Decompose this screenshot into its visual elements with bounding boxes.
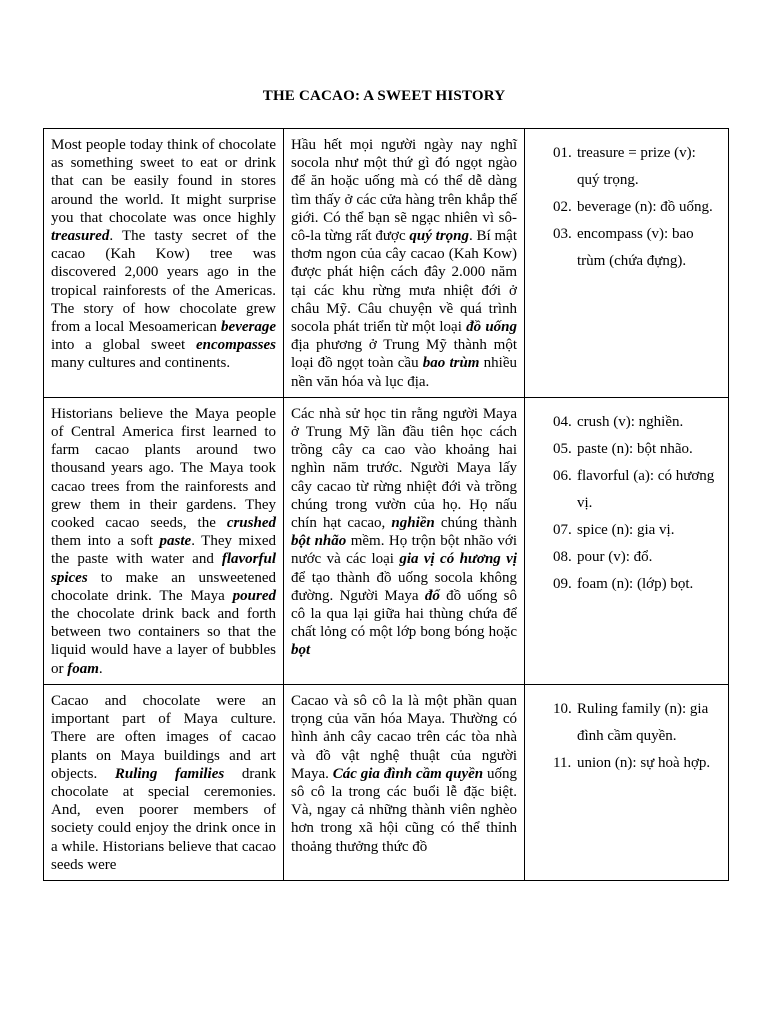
vocab-definition: foam (n): (lớp) bọt. (577, 575, 694, 592)
vocab-item (532, 696, 721, 750)
passage-text: Historians believe the Maya people of Central America first learned to farm cacao plants around two thousand years ago. The Maya took cacao trees from the rainforests and grew them in their gardens. They cooked cacao seeds, the (51, 405, 276, 532)
vocab-number: 02. (553, 199, 572, 215)
vocab-number: 07. (553, 521, 572, 538)
passage-text: . They mixed the paste with water and (51, 533, 276, 568)
passage-text: the chocolate drink back and forth between two containers so that the liquid would have a layer of bubbles or (51, 606, 276, 677)
vocab-definition: spice (n): gia vị. (577, 521, 675, 538)
emphasized-term: đồ uống (466, 319, 517, 336)
passage-text: Các nhà sử học tin rằng người Maya ở Trung Mỹ lần đầu tiên học cách trồng cây ca cao vào khoảng hai nghìn năm trước. Người Maya lấy cây cacao từ rừng nhiệt đới và trồng chúng trong vườn của họ. Họ nấu chín hạt cacao, (291, 405, 517, 532)
emphasized-term: bọt (291, 642, 311, 659)
passage-text: to make an unsweetened chocolate drink. The Maya (51, 569, 276, 604)
vocab-item (532, 409, 721, 436)
vocabulary-list (532, 136, 721, 275)
passage-text: chúng thành (434, 515, 517, 532)
emphasized-term: quý trọng (409, 228, 470, 245)
emphasized-term: bột nhão (291, 533, 347, 550)
passage-text: uống sô cô la trong các buổi lễ đặc biệt. Và, ngay cả những thành viên nghèo hơn trong xã hội cũng có thể thỉnh thoảng thưởng thức đồ (291, 765, 517, 855)
english-passage (44, 129, 284, 398)
english-passage (44, 397, 284, 684)
vocabulary-cell (525, 684, 729, 880)
emphasized-term: flavorful spices (51, 551, 276, 586)
emphasized-term: encompasses (196, 337, 276, 354)
vocab-item (532, 194, 721, 221)
passage-text: them into a soft (51, 533, 160, 550)
passage-text: Cacao và sô cô la là một phần quan trọng của văn hóa Maya. Thường có hình ảnh cây cacao trên các tòa nhà và đồ vật nghệ thuật của người Maya. (291, 692, 517, 782)
passage-text: để tạo thành đồ uống socola không đường. Người Maya (291, 569, 517, 604)
emphasized-term: beverage (221, 319, 276, 336)
english-passage-text (51, 692, 276, 874)
vocab-definition: union (n): sự hoà hợp. (577, 754, 711, 771)
emphasized-term: Các gia đình cầm quyền (332, 765, 484, 782)
vocab-item (532, 436, 721, 463)
vocab-definition: Ruling family (n): gia đình cầm quyền. (577, 700, 709, 744)
passage-text: mềm. Họ trộn bột nhão với nước và các loại (291, 533, 517, 568)
vietnamese-translation-text (291, 692, 517, 874)
passage-text: drank chocolate at special ceremonies. And, even poorer members of society could enjoy the drink once in a while. Historians believe that cacao seeds were (51, 765, 276, 873)
emphasized-term: foam (67, 660, 99, 677)
vocab-item (532, 463, 721, 517)
passage-text: Hầu hết mọi người ngày nay nghĩ socola như một thứ gì đó ngọt ngào để ăn hoặc uống mà có thể dễ dàng tìm thấy ở các cửa hàng trên khắp thế giới. Có thể bạn sẽ ngạc nhiên vì sô-cô-la từng rất được (291, 137, 517, 245)
vietnamese-translation (284, 397, 525, 684)
vocab-definition: treasure = prize (v): quý trọng. (577, 145, 696, 188)
vietnamese-translation (284, 684, 525, 880)
vocab-number: 05. (553, 440, 572, 457)
vocab-number: 09. (553, 575, 572, 592)
emphasized-term: crushed (226, 515, 276, 532)
vocab-definition: crush (v): nghiền. (577, 413, 684, 430)
passage-text: đồ uống sô cô la qua lại giữa hai thùng chứa để chất lỏng có một lớp bong bóng hoặc (291, 587, 517, 641)
vocab-number: 10. (553, 700, 572, 717)
vocab-number: 04. (553, 413, 572, 430)
vocabulary-list (532, 692, 721, 777)
passage-text: Cacao and chocolate were an important part of Maya culture. There are often images of cacao plants on Maya buildings and art objects. (51, 692, 276, 782)
emphasized-term: đổ (424, 587, 440, 604)
vocabulary-list (532, 405, 721, 598)
vocab-number: 08. (553, 548, 572, 565)
vietnamese-translation (284, 129, 525, 398)
emphasized-term: gia vị có hương vị (399, 551, 518, 568)
vocab-definition: pour (v): đổ. (577, 548, 653, 565)
vocab-definition: flavorful (a): có hương vị. (577, 467, 715, 511)
vocab-item (532, 221, 721, 275)
vocab-number: 11. (553, 754, 572, 771)
vocabulary-cell (525, 129, 729, 398)
vocab-item (532, 571, 721, 598)
vocabulary-cell (525, 397, 729, 684)
vocab-item (532, 140, 721, 194)
table-row (44, 684, 729, 880)
vocab-item (532, 544, 721, 571)
emphasized-term: poured (232, 587, 276, 604)
vocab-number: 03. (553, 226, 572, 242)
passage-text: many cultures and continents. (51, 355, 231, 372)
passage-text: into a global sweet (51, 337, 196, 354)
passage-text: . Bí mật thơm ngon của cây cacao (Kah Kow) được phát hiện cách đây 2.000 năm tại các khu rừng mưa nhiệt đới ở châu Mỹ. Câu chuyện về quá trình socola phát triển từ một loại (291, 228, 517, 336)
emphasized-term: nghiền (391, 515, 435, 532)
passage-text: nhiều nền văn hóa và lục địa. (291, 355, 518, 390)
vocab-number: 06. (553, 467, 572, 484)
passage-text: . (98, 660, 103, 677)
page-title: THE CACAO: A SWEET HISTORY (262, 88, 506, 104)
table-row (44, 129, 729, 398)
vocab-definition: paste (n): bột nhão. (577, 440, 693, 457)
vocab-number: 01. (553, 145, 572, 161)
passage-text: địa phương ở Trung Mỹ thành một loại đồ ngọt toàn cầu (291, 337, 517, 372)
english-passage (44, 684, 284, 880)
passage-text: . The tasty secret of the cacao (Kah Kow) tree was discovered 2,000 years ago in the tropical rainforests of the Americas. The story of how chocolate grew from a local Mesoamerican (51, 228, 276, 336)
passage-text: Most people today think of chocolate as something sweet to eat or drink that can be easily found in stores around the world. It might surprise you that chocolate was once highly (51, 137, 276, 226)
vocab-item (532, 517, 721, 544)
vocab-definition: beverage (n): đồ uống. (577, 199, 713, 215)
vocab-item (532, 750, 721, 777)
emphasized-term: bao trùm (422, 355, 480, 372)
emphasized-term: Ruling families (114, 765, 225, 782)
emphasized-term: paste (159, 533, 192, 550)
bilingual-vocab-table (43, 128, 729, 881)
emphasized-term: treasured (51, 228, 110, 245)
vocab-definition: encompass (v): bao trùm (chứa đựng). (577, 226, 694, 269)
table-row (44, 397, 729, 684)
